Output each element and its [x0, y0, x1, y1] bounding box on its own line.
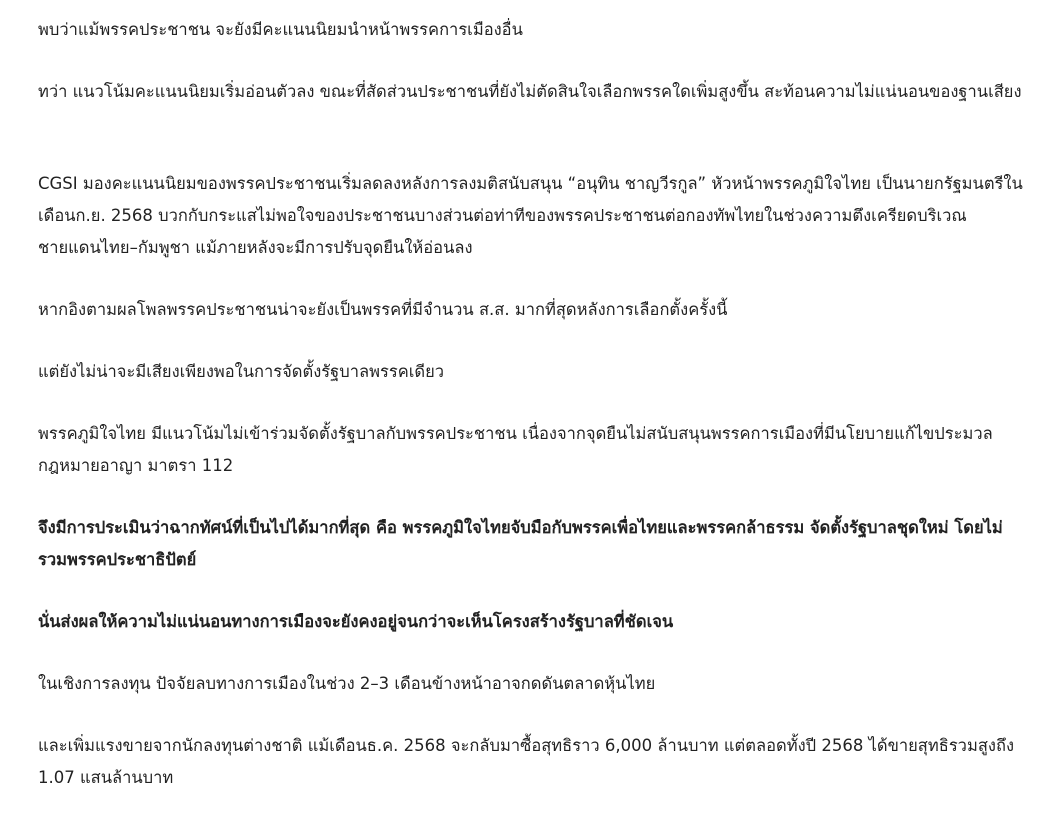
paragraph-9: ในเชิงการลงทุน ปัจจัยลบทางการเมืองในช่วง 2–3 เดือนข้างหน้าอาจกดดันตลาดหุ้นไทย — [38, 674, 656, 693]
paragraph-4: หากอิงตามผลโพลพรรคประชาชนน่าจะยังเป็นพรรคที่มีจำนวน ส.ส. มากที่สุดหลังการเลือกตั้งครั้งนี้ — [38, 300, 728, 319]
paragraph-1: พบว่าแม้พรรคประชาชน จะยังมีคะแนนนิยมนำหน้าพรรคการเมืองอื่น — [38, 20, 523, 39]
paragraph-10: และเพิ่มแรงขายจากนักลงทุนต่างชาติ แม้เดือนธ.ค. 2568 จะกลับมาซื้อสุทธิราว 6,000 ล้านบาท แต่ตลอดทั้งปี 2568 ได้ขายสุทธิรวมสูงถึง 1.07 แสนล้านบาท — [38, 736, 1014, 787]
paragraph-8-bold: นั่นส่งผลให้ความไม่แน่นอนทางการเมืองจะยังคงอยู่จนกว่าจะเห็นโครงสร้างรัฐบาลที่ชัดเจน — [38, 612, 674, 631]
paragraph-5: แต่ยังไม่น่าจะมีเสียงเพียงพอในการจัดตั้งรัฐบาลพรรคเดียว — [38, 362, 445, 381]
paragraph-2: ทว่า แนวโน้มคะแนนนิยมเริ่มอ่อนตัวลง ขณะที่สัดส่วนประชาชนที่ยังไม่ตัดสินใจเลือกพรรคใดเพิ่มสูงขึ้น สะท้อนความไม่แน่นอนของฐานเสียง — [38, 82, 1022, 101]
paragraph-6: พรรคภูมิใจไทย มีแนวโน้มไม่เข้าร่วมจัดตั้งรัฐบาลกับพรรคประชาชน เนื่องจากจุดยืนไม่สนับสนุนพรรคการเมืองที่มีนโยบายแก้ไขประมวลกฎหมายอาญา มาตรา 112 — [38, 424, 993, 475]
paragraph-3: CGSI มองคะแนนนิยมของพรรคประชาชนเริ่มลดลงหลังการลงมติสนับสนุน “อนุทิน ชาญวีรกูล” หัวหน้าพรรคภูมิใจไทย เป็นนายกรัฐมนตรีในเดือนก.ย. 2568 บวกกับกระแสไม่พอใจของประชาชนบางส่วนต่อท่าทีของพรรคประชาชนต่อกองทัพไทยในช่วงความตึงเครียดบริเวณชายแดนไทย–กัมพูชา แม้ภายหลังจะมีการปรับจุดยืนให้อ่อนลง — [38, 174, 1023, 257]
article-body — [38, 14, 1028, 794]
paragraph-7-bold: จึงมีการประเมินว่าฉากทัศน์ที่เป็นไปได้มากที่สุด คือ พรรคภูมิใจไทยจับมือกับพรรคเพื่อไทยและพรรคกล้าธรรม จัดตั้งรัฐบาลชุดใหม่ โดยไม่รวมพรรคประชาธิปัตย์ — [38, 518, 1003, 569]
